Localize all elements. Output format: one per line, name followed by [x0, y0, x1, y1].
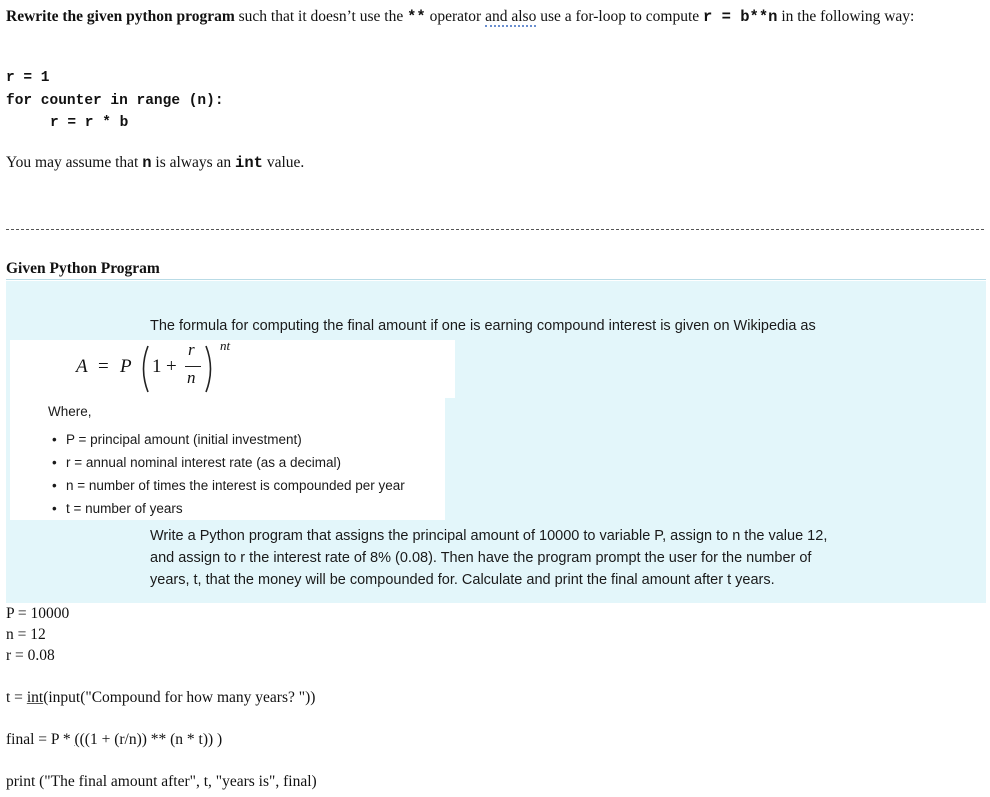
definition-item: • P = principal amount (initial investment) [52, 432, 302, 447]
left-paren [138, 344, 150, 394]
instruction-text-4: in the following way: [777, 8, 915, 25]
dashed-divider [6, 229, 984, 230]
formula-plus: + [166, 356, 177, 377]
program-line-n: n = 12 [6, 626, 46, 643]
task-line-3: years, t, that the money will be compounded for. Calculate and print the final amount after t years. [150, 572, 775, 588]
instruction-text-3: use a for-loop to compute [536, 8, 704, 25]
and-also-link[interactable]: and also [485, 8, 537, 25]
program-line-print: print ("The final amount after", t, "years is", final) [6, 773, 317, 790]
formula-p: P [120, 356, 132, 377]
definition-item: • r = annual nominal interest rate (as a decimal) [52, 455, 342, 470]
int-call: int [26, 689, 44, 706]
code-line-1: r = 1 [6, 70, 50, 86]
instruction-paragraph [6, 6, 981, 28]
assumption-n: n [142, 154, 152, 172]
assumption-sentence [6, 154, 304, 172]
power-expression: r = b**n [703, 8, 778, 26]
assumption-int: int [235, 154, 263, 172]
assumption-text-3: value. [262, 154, 305, 171]
program-line-t: t = int(input("Compound for how many years? ")) [6, 689, 316, 706]
instruction-text-2: operator [425, 8, 486, 25]
program-line-p: P = 10000 [6, 605, 70, 622]
definition-item: • t = number of years [52, 501, 183, 516]
formula-intro: The formula for computing the final amount if one is earning compound interest is given on Wikipedia as [150, 318, 816, 334]
where-label: Where, [48, 404, 92, 419]
formula-lhs: A [76, 356, 88, 377]
fraction-bar [185, 366, 201, 367]
task-line-1: Write a Python program that assigns the principal amount of 10000 to variable P, assign to n the value 12, [150, 528, 828, 544]
formula-denominator: n [187, 368, 196, 387]
code-line-2: for counter in range (n): [6, 93, 224, 109]
section-title-rule [6, 279, 986, 280]
right-paren [204, 344, 216, 394]
compound-interest-formula [70, 338, 260, 396]
code-line-3: r = r * b [50, 115, 129, 131]
instruction-text-1: such that it doesn’t use the [234, 8, 408, 25]
instruction-lead: Rewrite the given python program [6, 8, 235, 25]
assumption-text-2: is always an [151, 154, 236, 171]
formula-exponent: nt [220, 338, 231, 353]
formula-one: 1 [152, 356, 162, 377]
final-paren: ( [74, 731, 80, 748]
task-line-2: and assign to r the interest rate of 8% (0.08). Then have the program prompt the user for the number of [150, 550, 812, 566]
definition-item: • n = number of times the interest is compounded per year [52, 478, 405, 493]
program-line-final: final = P * (((1 + (r/n)) ** (n * t)) ) [6, 731, 223, 748]
program-line-r: r = 0.08 [6, 647, 55, 664]
assumption-text-1: You may assume that [6, 154, 143, 171]
power-operator: ** [407, 8, 426, 26]
formula-numerator: r [188, 340, 195, 359]
formula-equals: = [98, 356, 109, 377]
section-title: Given Python Program [6, 260, 160, 277]
